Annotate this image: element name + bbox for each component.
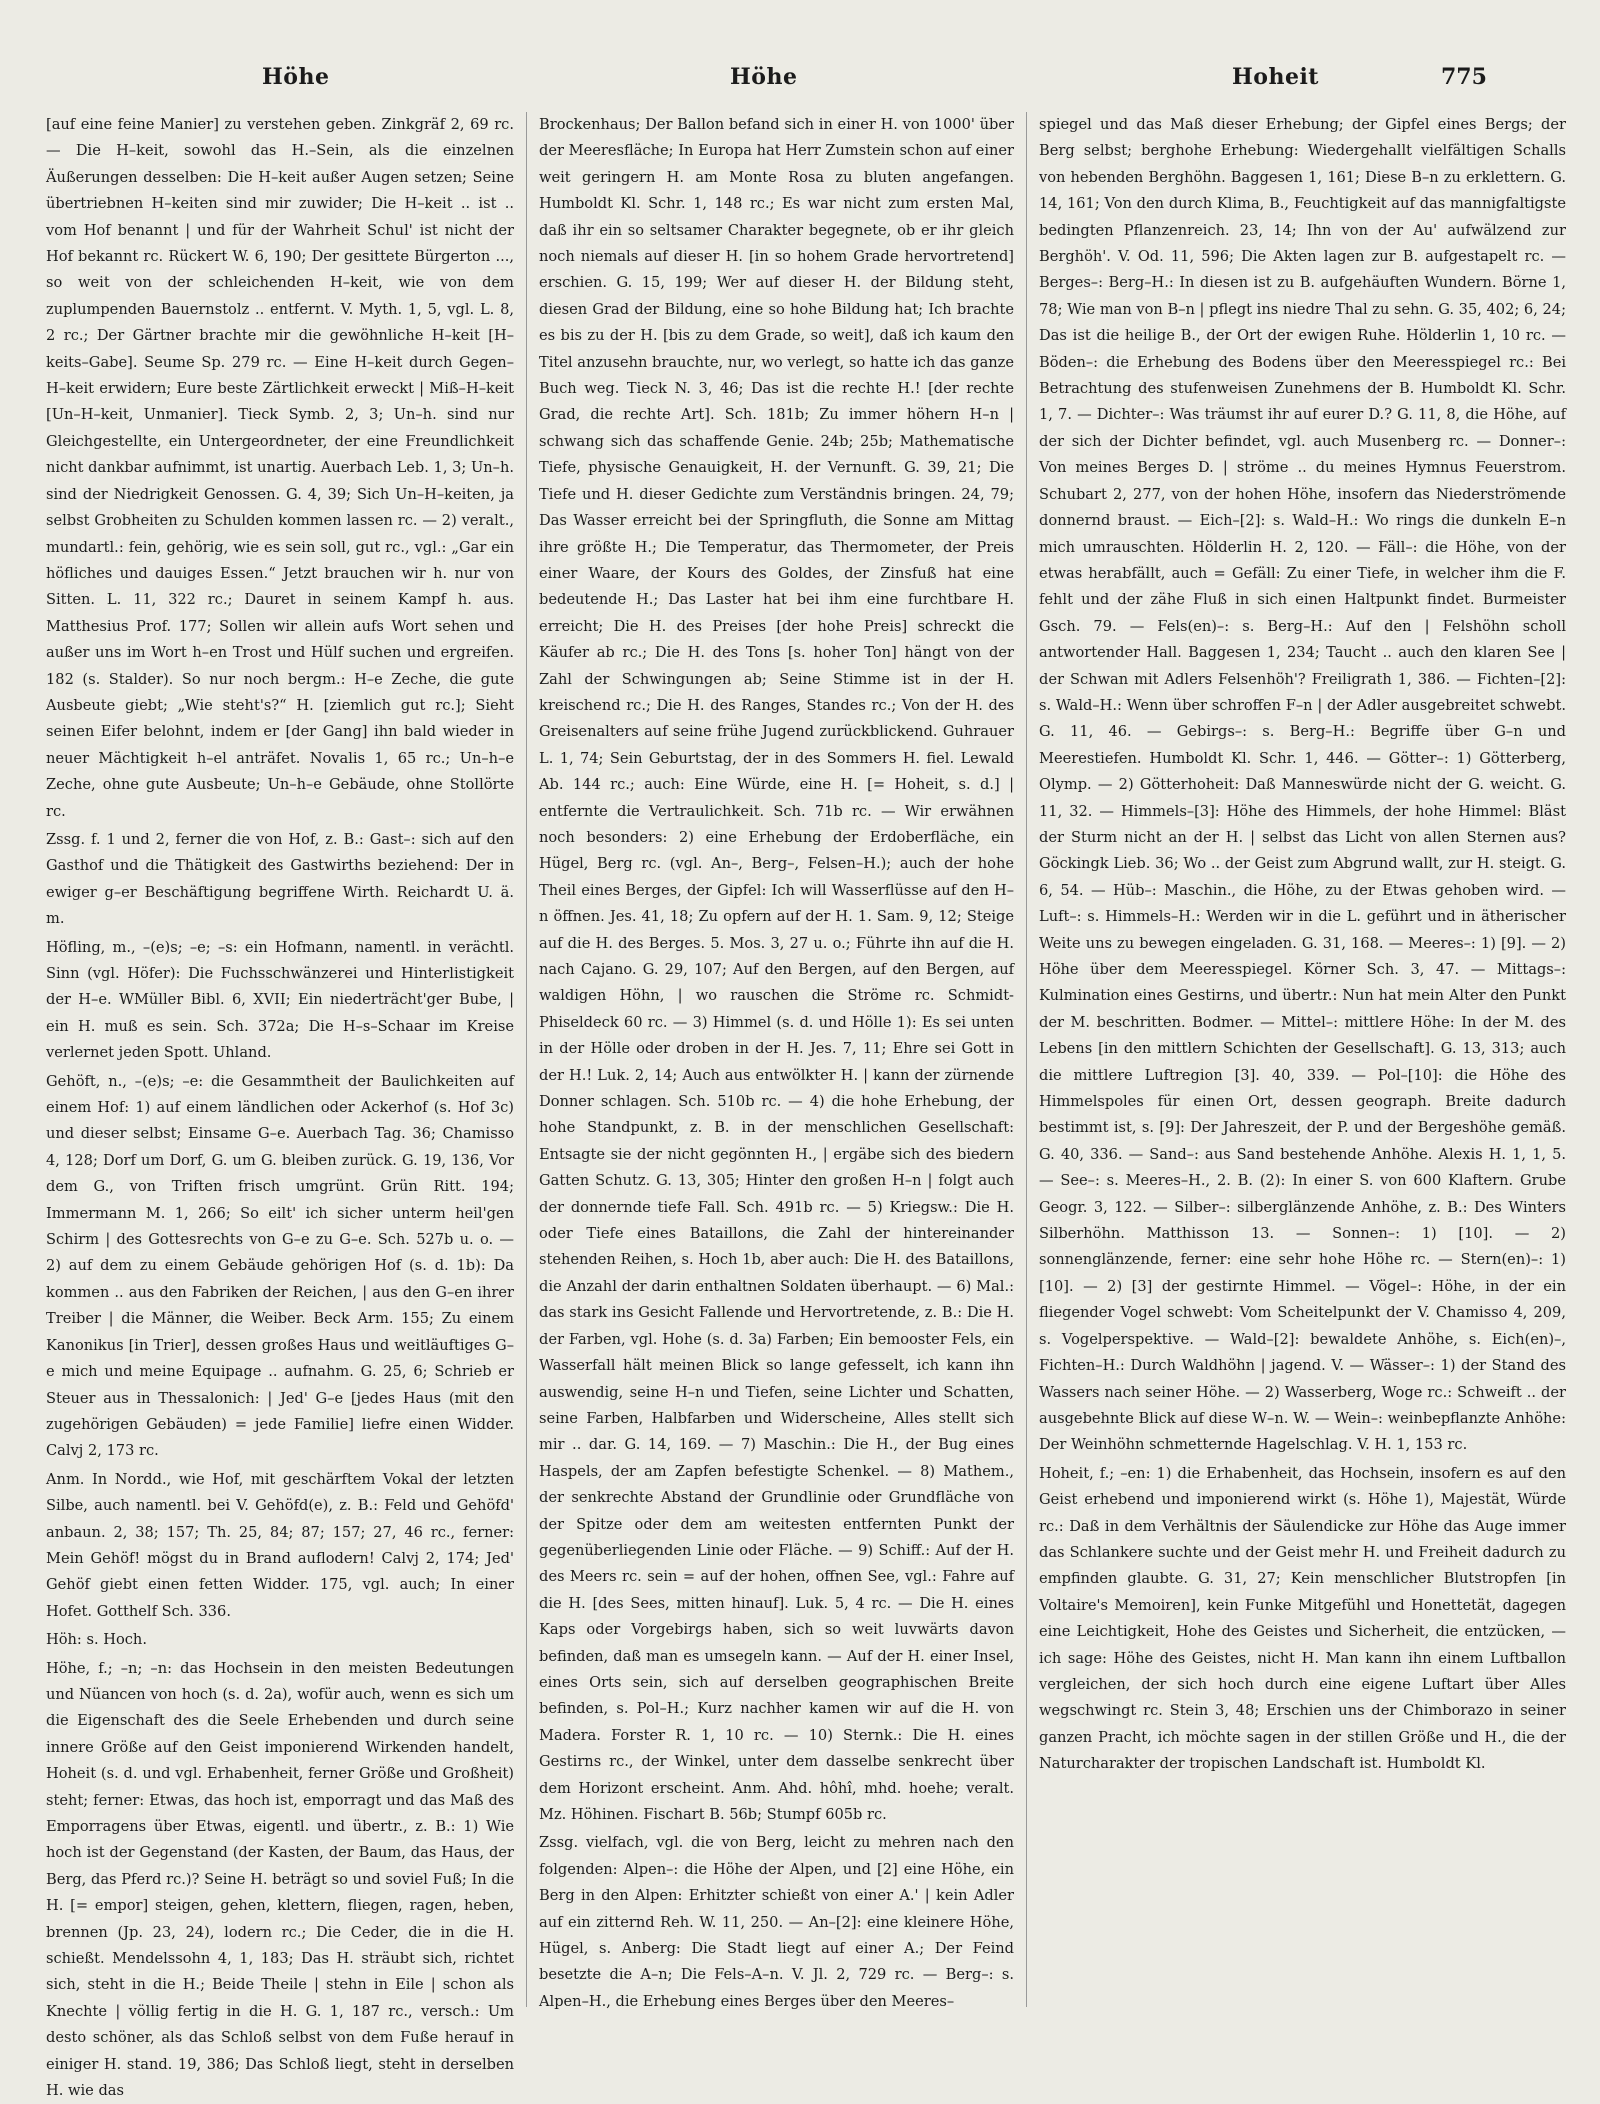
column-1-paragraph: Höfling, m., –(e)s; –e; –s: ein Hofmann, namentl. in verächtl. Sinn (vgl. Höfer): Die Fuchsschwänzerei und Hinterlistigkeit der H–e. WMüller Bibl. 6, XVII; Ein niederträcht'ger Bube, | ein H. muß es sein. Sch. 372a; Die H–s–Schaar im Kreise verlernet jeden Spott. Uhland.	[46, 938, 514, 1062]
column-3-paragraph: spiegel und das Maß dieser Erhebung; der Gipfel eines Bergs; der Berg selbst; berghohe Erhebung: Wiedergehallt vielfältigen Schalls von hebenden Berghöhn. Baggesen 1, 161; Diese B–n zu erklettern. G. 14, 161; Von den durch Klima, B., Feuchtigkeit auf das mannigfaltigste bedingten Pflanzenreich. 23, 14; Ihn von der Au' aufwälzend zur Berghöh'. V. Od. 11, 596; Die Akten lagen zur B. aufgestapelt rc. — Berges–: Berg–H.: In diesen ist zu B. aufgehäuften Wundern. Börne 1, 78; Wie man von B–n | pflegt ins niedre Thal zu sehn. G. 35, 402; 6, 24; Das ist die heilige B., der Ort der ewigen Ruhe. Hölderlin 1, 10 rc. — Böden–: die Erhebung des Bodens über den Meeresspiegel rc.: Bei Betrachtung des stufenweisen Zunehmens der B. Humboldt Kl. Schr. 1, 7. — Dichter–: Was träumst ihr auf eurer D.? G. 11, 8, die Höhe, auf der sich der Dichter befindet, vgl. auch Musenberg rc. — Donner–: Von meines Berges D. | ströme .. du meines Hymnus Feuerstrom. Schubart 2, 277, von der hohen Höhe, insofern das Niederströmende donnernd braust. — Eich–[2]: s. Wald–H.: Wo rings die dunkeln E–n mich umrauschten. Hölderlin H. 2, 120. — Fäll–: die Höhe, von der etwas herabfällt, auch = Gefäll: Zu einer Tiefe, in welcher ihm die F. fehlt und der zähe Fluß in sich einen Haltpunkt findet. Burmeister Gsch. 79. — Fels(en)–: s. Berg–H.: Auf den | Felshöhn scholl antwortender Hall. Baggesen 1, 234; Taucht .. auch den klaren See | der Schwan mit Adlers Felsenhöh'? Freiligrath 1, 386. — Fichten–[2]: s. Wald–H.: Wenn über schroffen F–n | der Adler ausgebreitet schwebt. G. 11, 46. — Gebirgs–: s. Berg–H.: Begriffe über G–n und Meerestiefen. Humboldt Kl. Schr. 1, 446. — Götter–: 1) Götterberg, Olymp. — 2) Götterhoheit: Daß Manneswürde nicht der G. weicht. G. 11, 32. — Himmels–[3]: Höhe des Himmels, der hohe Himmel: Bläst der Sturm nicht an der H. | selbst das Licht von allen Sternen aus? Göckingk Lieb. 36; Wo .. der Geist zum Abgrund wallt, zur H. steigt. G. 6, 54. — Hüb–: Maschin., die Höhe, zu der Etwas gehoben wird. — Luft–: s. Himmels–H.: Werden wir in die L. geführt und in ätherischer Weite uns zu bewegen eingeladen. G. 31, 168. — Meeres–: 1) [9]. — 2) Höhe über dem Meeresspiegel. Körner Sch. 3, 47. — Mittags–: Kulmination eines Gestirns, und übertr.: Nun hat mein Alter den Punkt der M. beschritten. Bodmer. — Mittel–: mittlere Höhe: In der M. des Lebens [in den mittlern Schichten der Gesellschaft]. G. 13, 313; auch die mittlere Luftregion [3]. 40, 339. — Pol–[10]: die Höhe des Himmelspoles für einen Ort, dessen geograph. Breite dadurch bestimmt ist, s. [9]: Der Jahreszeit, der P. und der Bergeshöhe gemäß. G. 40, 336. — Sand–: aus Sand bestehende Anhöhe. Alexis H. 1, 1, 5. — See–: s. Meeres–H., 2. B. (2): In einer S. von 600 Klaftern. Grube Geogr. 3, 122. — Silber–: silberglänzende Anhöhe, z. B.: Des Winters Silberhöhn. Matthisson 13. — Sonnen–: 1) [10]. — 2) sonnenglänzende, ferner: eine sehr hohe Höhe rc. — Stern(en)–: 1) [10]. — 2) [3] der gestirnte Himmel. — Vögel–: Höhe, in der ein fliegender Vogel schwebt: Vom Scheitelpunkt der V. Chamisso 4, 209, s. Vogelperspektive. — Wald–[2]: bewaldete Anhöhe, s. Eich(en)–, Fichten–H.: Durch Waldhöhn | jagend. V. — Wässer–: 1) der Stand des Wassers nach seiner Höhe. — 2) Wasserberg, Woge rc.: Schweift .. der ausgebehnte Blick auf diese W–n. W. — Wein–: weinbepflanzte Anhöhe: Der Weinhöhn schmetternde Hagelschlag. V. H. 1, 153 rc.	[1039, 116, 1566, 1454]
column-2-paragraph: Brockenhaus; Der Ballon befand sich in einer H. von 1000' über der Meeresfläche; In Europa hat Herr Zumstein schon auf einer weit geringern H. am Monte Rosa zu bluten angefangen. Humboldt Kl. Schr. 1, 148 rc.; Es war nicht zum ersten Mal, daß ihr ein so seltsamer Charakter begegnete, ob er ihr gleich noch niemals auf dieser H. [in so hohem Grade hervortretend] erschien. G. 15, 199; Wer auf dieser H. der Bildung steht, diesen Grad der Bildung, eine so hohe Bildung hat; Ich brachte es bis zu der H. [bis zu dem Grade, so weit], daß ich kaum den Titel anzusehn brauchte, nur, wo verlegt, so hatte ich das ganze Buch weg. Tieck N. 3, 46; Das ist die rechte H.! [der rechte Grad, die rechte Art]. Sch. 181b; Zu immer höhern H–n | schwang sich das schaffende Genie. 24b; 25b; Mathematische Tiefe, physische Genauigkeit, H. der Vernunft. G. 39, 21; Die Tiefe und H. dieser Gedichte zum Verständnis bringen. 24, 79; Das Wasser erreicht bei der Springfluth, die Sonne am Mittag ihre größte H.; Die Temperatur, das Thermometer, der Preis einer Waare, der Kours des Goldes, der Zinsfuß hat eine bedeutende H.; Das Laster hat bei ihm eine furchtbare H. erreicht; Die H. des Preises [der hohe Preis] schreckt die Käufer ab rc.; Die H. des Tons [s. hoher Ton] hängt von der Zahl der Schwingungen ab; Seine Stimme ist in der H. kreischend rc.; Die H. des Ranges, Standes rc.; Von der H. des Greisenalters auf seine frühe Jugend zurückblickend. Guhrauer L. 1, 74; Sein Geburtstag, der in des Sommers H. fiel. Lewald Ab. 144 rc.; auch: Eine Würde, eine H. [= Hoheit, s. d.] | entfernte die Vertraulichkeit. Sch. 71b rc. — Wir erwähnen noch besonders: 2) eine Erhebung der Erdoberfläche, ein Hügel, Berg rc. (vgl. An–, Berg–, Felsen–H.); auch der hohe Theil eines Berges, der Gipfel: Ich will Wasserflüsse auf den H–n öffnen. Jes. 41, 18; Zu opfern auf der H. 1. Sam. 9, 12; Steige auf die H. des Berges. 5. Mos. 3, 27 u. o.; Führte ihn auf die H. nach Cajano. G. 29, 107; Auf den Bergen, auf den Bergen, auf waldigen Höhn, | wo rauschen die Ströme rc. Schmidt-Phiseldeck 60 rc. — 3) Himmel (s. d. und Hölle 1): Es sei unten in der Hölle oder droben in der H. Jes. 7, 11; Ehre sei Gott in der H.! Luk. 2, 14; Auch aus entwölkter H. | kann der zürnende Donner schlagen. Sch. 510b rc. — 4) die hohe Erhebung, der hohe Standpunkt, z. B. in der menschlichen Gesellschaft: Entsagte sie der nicht gegönnten H., | ergäbe sich des biedern Gatten Schutz. G. 13, 305; Hinter den großen H–n | folgt auch der donnernde tiefe Fall. Sch. 491b rc. — 5) Kriegsw.: Die H. oder Tiefe eines Bataillons, die Zahl der hintereinander stehenden Reihen, s. Hoch 1b, aber auch: Die H. des Bataillons, die Anzahl der darin enthaltnen Soldaten überhaupt. — 6) Mal.: das stark ins Gesicht Fallende und Hervortretende, z. B.: Die H. der Farben, vgl. Hohe (s. d. 3a) Farben; Ein bemooster Fels, ein Wasserfall hält meinen Blick so lange gefesselt, ich kann ihn auswendig, seine H–n und Tiefen, seine Lichter und Schatten, seine Farben, Halbfarben und Widerscheine, Alles stellt sich mir .. dar. G. 14, 169. — 7) Maschin.: Die H., der Bug eines Haspels, der am Zapfen befestigte Schenkel. — 8) Mathem., der senkrechte Abstand der Grundlinie oder Grundfläche von der Spitze oder dem am weitesten entfernten Punkt der gegenüberliegenden Linie oder Fläche. — 9) Schiff.: Auf der H. des Meers rc. sein = auf der hohen, offnen See, vgl.: Fahre auf die H. [des Sees, mitten hinauf]. Luk. 5, 4 rc. — Die H. eines Kaps oder Vorgebirgs haben, sich so weit luvwärts davon befinden, daß man es umsegeln kann. — Auf der H. einer Insel, eines Orts sein, sich auf derselben geographischen Breite befinden, s. Pol–H.; Kurz nachher kamen wir auf die H. von Madera. Forster R. 1, 10 rc. — 10) Sternk.: Die H. eines Gestirns rc., der Winkel, unter dem dasselbe senkrecht über dem Horizont erscheint. Anm. Ahd. hôhî, mhd. hoehe; veralt. Mz. Höhinen. Fischart B. 56b; Stumpf 605b rc.	[539, 116, 1014, 1823]
column-1-paragraph: Anm. In Nordd., wie Hof, mit geschärftem Vokal der letzten Silbe, auch namentl. bei V. Gehöfd(e), z. B.: Feld und Gehöfd' anbaun. 2, 38; 157; Th. 25, 84; 87; 157; 27, 46 rc., ferner: Mein Gehöf! mögst du in Brand auflodern! Calvj 2, 174; Jed' Gehöf giebt einen fetten Widder. 175, vgl. auch; In einer Hofet. Gotthelf Sch. 336.	[46, 1470, 514, 1620]
column-1-paragraph: Höh: s. Hoch.	[46, 1631, 147, 1649]
column-2-paragraph: Zssg. vielfach, vgl. die von Berg, leicht zu mehren nach den folgenden: Alpen–: die Höhe der Alpen, und [2] eine Höhe, ein Berg in den Alpen: Erhitzter schießt von einer A.' | kein Adler auf ein zitternd Reh. W. 11, 250. — An–[2]: eine kleinere Höhe, Hügel, s. Anberg: Die Stadt liegt auf einer A.; Der Feind besetzte die A–n; Die Fels–A–n. V. Jl. 2, 729 rc. — Berg–: s. Alpen–H., die Erhebung eines Berges über den Meeres–	[539, 1834, 1014, 2010]
column-3	[1026, 112, 1566, 2007]
column-1-paragraph: Zssg. f. 1 und 2, ferner die von Hof, z. B.: Gast–: sich auf den Gasthof und die Thätigkeit des Gastwirths beziehend: Der in ewiger g–er Beschäftigung begriffene Wirth. Reichardt U. ä. m.	[46, 830, 514, 928]
header-left-headword: Höhe	[262, 64, 330, 90]
column-1-paragraph: [auf eine feine Manier] zu verstehen geben. Zinkgräf 2, 69 rc. — Die H–keit, sowohl das H.–Sein, als die einzelnen Äußerungen desselben: Die H–keit außer Augen setzen; Seine übertriebnen H–keiten sind mir zuwider; Die H–keit .. ist .. vom Hof benannt | und für der Wahrheit Schul' ist nicht der Hof bekannt rc. Rückert W. 6, 190; Der gesittete Bürgerton ..., so weit von der schleichenden H–keit, wie von dem zuplumpenden Bauernstolz .. entfernt. V. Myth. 1, 5, vgl. L. 8, 2 rc.; Der Gärtner brachte mir die gewöhnliche H–keit [H–keits–Gabe]. Seume Sp. 279 rc. — Eine H–keit durch Gegen–H–keit erwidern; Eure beste Zärtlichkeit erweckt | Miß–H–keit [Un–H–keit, Unmanier]. Tieck Symb. 2, 3; Un–h. sind nur Gleichgestellte, ein Untergeordneter, der eine Freundlichkeit nicht dankbar aufnimmt, ist unartig. Auerbach Leb. 1, 3; Un–h. sind der Niedrigkeit Genossen. G. 4, 39; Sich Un–H–keiten, ja selbst Grobheiten zu Schulden kommen lassen rc. — 2) veralt., mundartl.: fein, gehörig, wie es sein soll, gut rc., vgl.: „Gar ein höfliches und dauiges Essen.“ Jetzt brauchen wir h. nur von Sitten. L. 11, 322 rc.; Dauret in seinem Kampf h. aus. Matthesius Prof. 177; Sollen wir allein aufs Wort sehen und außer uns im Wort h–en Trost und Hülf suchen und ergreifen. 182 (s. Stalder). So nur noch bergm.: H–e Zeche, die gute Ausbeute giebt; „Wie steht's?“ H. [ziemlich gut rc.]; Sieht seinen Eifer belohnt, indem er [der Gang] ihn bald wieder in neuer Mächtigkeit h–el anträfet. Novalis 1, 65 rc.; Un–h–e Zeche, ohne gute Ausbeute; Un–h–e Gebäude, ohne Stollörte rc.	[46, 116, 514, 820]
column-1-paragraph: Gehöft, n., –(e)s; –e: die Gesammtheit der Baulichkeiten auf einem Hof: 1) auf einem ländlichen oder Ackerhof (s. Hof 3c) und dieser selbst; Einsame G–e. Auerbach Tag. 36; Chamisso 4, 128; Dorf um Dorf, G. um G. bleiben zurück. G. 19, 136, Vor dem G., von Triften frisch umgrünt. Grün Ritt. 194; Immermann M. 1, 266; So eilt' ich sicher unterm heil'gen Schirm | des Gottesrechts von G–e zu G–e. Sch. 527b u. o. — 2) auf dem zu einem Gebäude gehörigen Hof (s. d. 1b): Da kommen .. aus den Fabriken der Reichen, | aus den G–en ihrer Treiber | die Männer, die Weiber. Beck Arm. 155; Zu einem Kanonikus [in Trier], dessen großes Haus und weitläuftiges G–e mich und meine Equipage .. aufnahm. G. 25, 6; Schrieb er Steuer aus in Thessalonich: | Jed' G–e [jedes Haus (mit den zugehörigen Gebäuden) = jede Familie] liefre einen Widder. Calvj 2, 173 rc.	[46, 1072, 514, 1460]
text-columns	[46, 112, 1566, 2100]
header-right-headword: Hoheit	[1232, 64, 1319, 90]
column-1-paragraph: Höhe, f.; –n; –n: das Hochsein in den meisten Bedeutungen und Nüancen von hoch (s. d. 2a), wofür auch, wenn es sich um die Eigenschaft des die Seele Erhebenden und durch seine innere Größe auf den Geist imponierend Wirkenden handelt, Hoheit (s. d. und vgl. Erhabenheit, ferner Größe und Großheit) steht; ferner: Etwas, das hoch ist, emporragt und das Maß des Emporragens über Etwas, eigentl. und übertr., z. B.: 1) Wie hoch ist der Gegenstand (der Kasten, der Baum, das Haus, der Berg, das Pferd rc.)? Seine H. beträgt so und soviel Fuß; In die H. [= empor] steigen, gehen, klettern, fliegen, ragen, heben, brennen (Jp. 23, 24), lodern rc.; Die Ceder, die in die H. schießt. Mendelssohn 4, 1, 183; Das H. sträubt sich, richtet sich, steht in die H.; Beide Theile | stehn in Eile | schon als Knechte | völlig fertig in die H. G. 1, 187 rc., versch.: Um desto schöner, als das Schloß selbst von dem Fuße herauf in einiger H. stand. 19, 386; Das Schloß liegt, steht in derselben H. wie das	[46, 1659, 514, 2100]
column-3-paragraph: Hoheit, f.; –en: 1) die Erhabenheit, das Hochsein, insofern es auf den Geist erhebend und imponierend wirkt (s. Höhe 1), Majestät, Würde rc.: Daß in dem Verhältnis der Säulendicke zur Höhe das Auge immer das Schlankere suchte und der Geist mehr H. und Freiheit dadurch zu empfinden glaubte. G. 31, 27; Kein menschlicher Blutstropfen [in Voltaire's Memoiren], kein Funke Mitgefühl und Honettetät, dagegen eine Leichtigkeit, Hohe des Geistes und Sicherheit, die entzücken, — ich sage: Höhe des Geistes, nicht H. Man kann ihn einem Luftballon vergleichen, der sich hoch durch eine eigene Luftart über Alles wegschwingt rc. Stein 3, 48; Erschien uns der Chimborazo in seiner ganzen Pracht, ich möchte sagen in der stillen Größe und H., die der Naturcharakter der tropischen Landschaft ist. Humboldt Kl.	[1039, 1464, 1566, 1773]
column-1	[46, 112, 526, 2100]
page-number: 775	[1441, 64, 1487, 90]
column-2	[526, 112, 1026, 2010]
running-header	[0, 64, 1600, 104]
header-middle-headword: Höhe	[730, 64, 798, 90]
